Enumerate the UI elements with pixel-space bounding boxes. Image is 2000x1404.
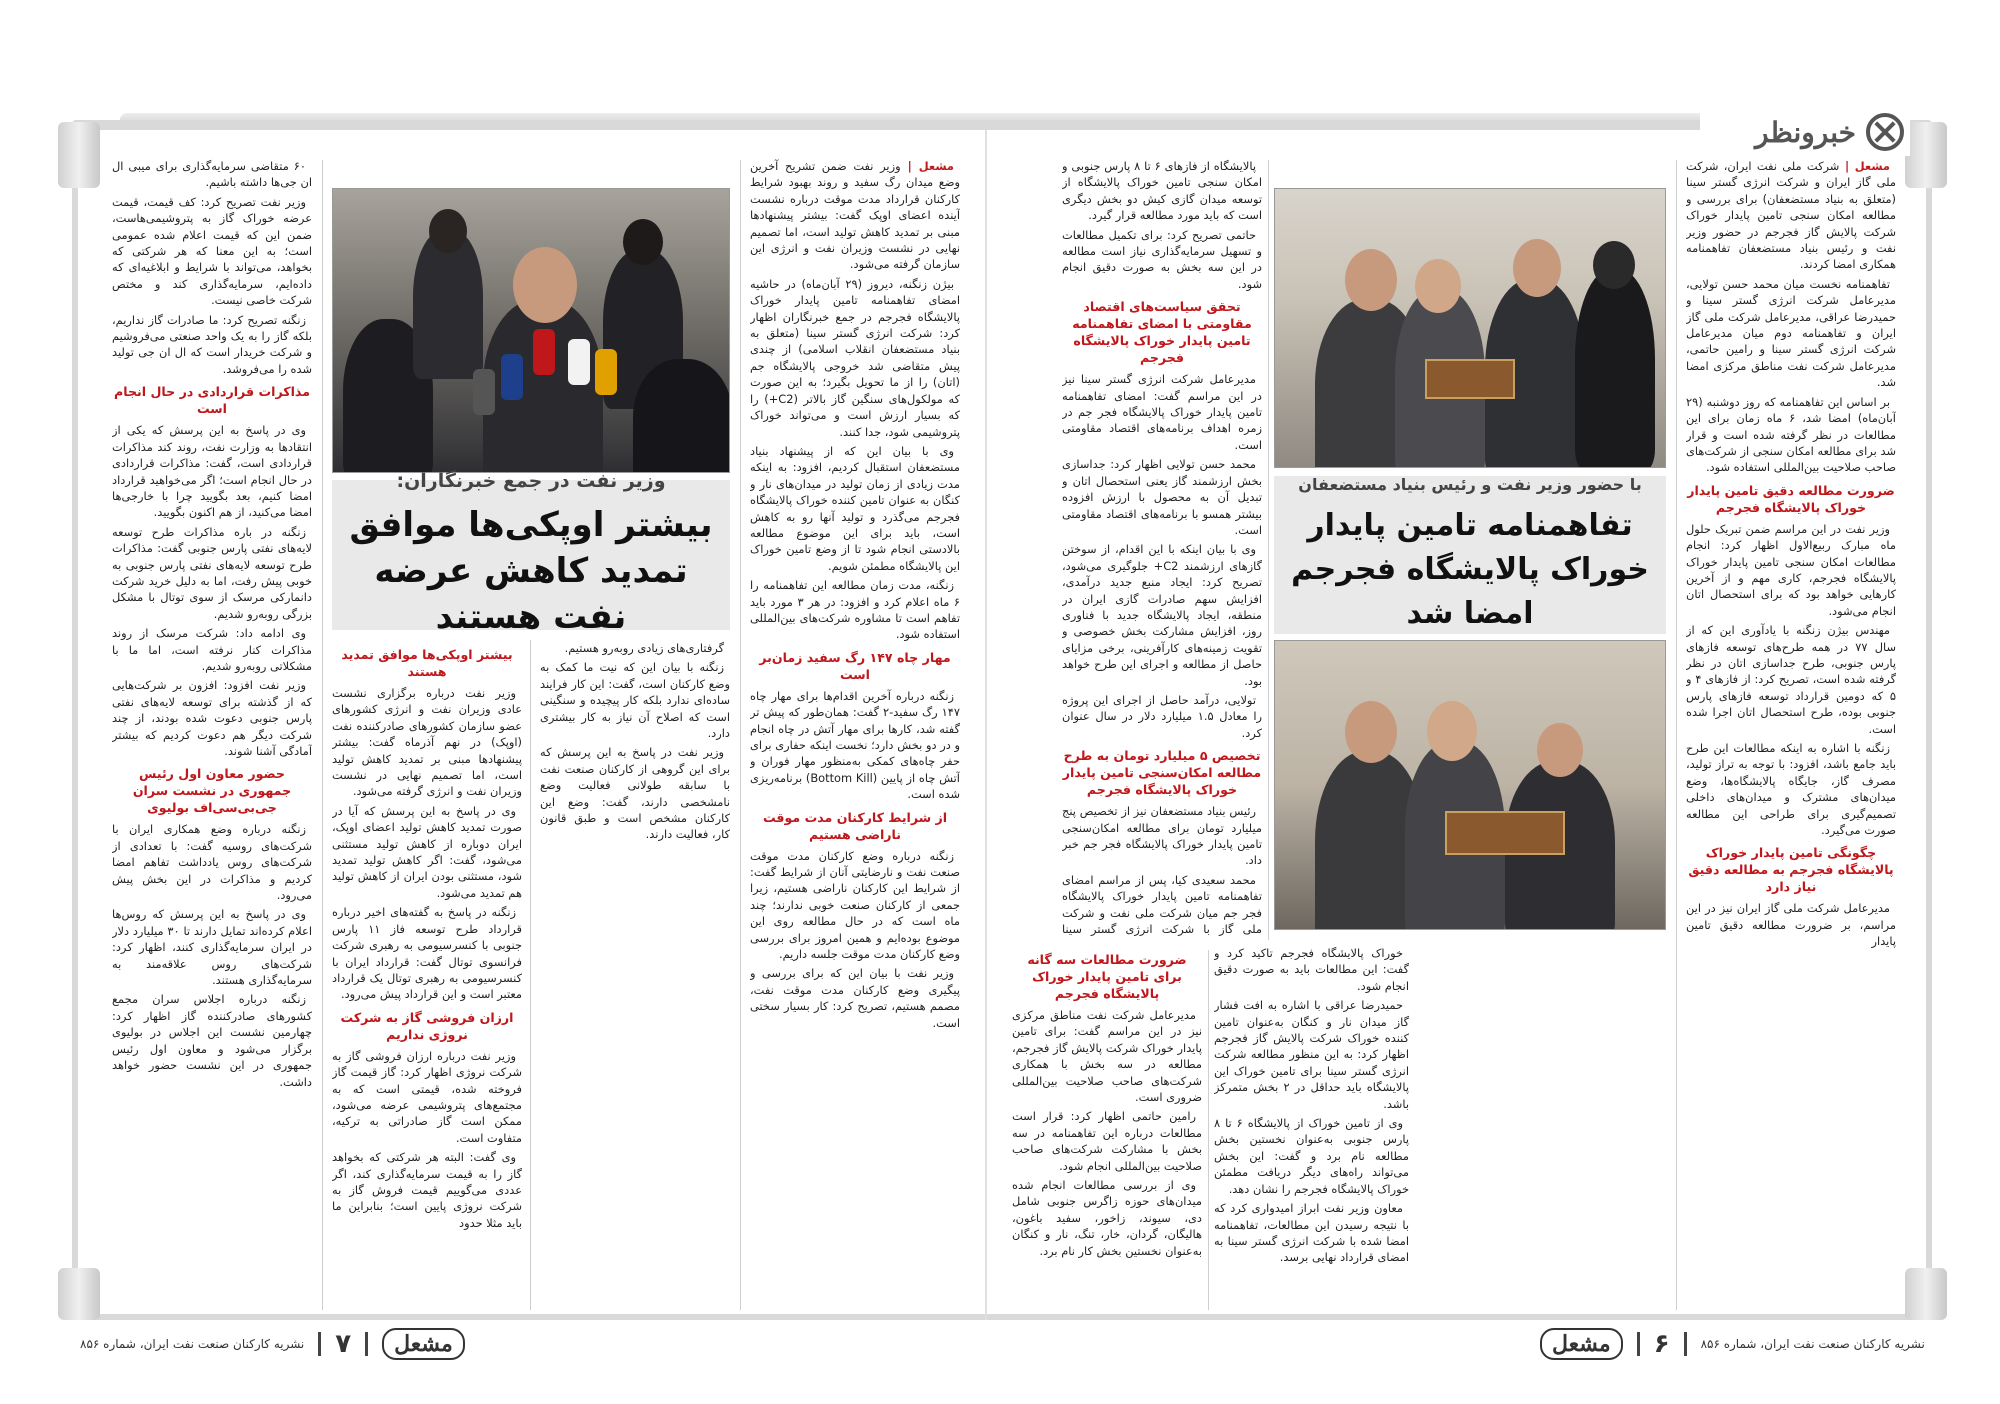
paragraph: وزیر نفت درباره ارزان فروشی گاز به شرکت نروژی اظهار کرد: گاز قیمت گاز فروخته شده، قیمتی است که به مجتمع‌های پتروشیمی عرضه می‌شود، ممکن است گاز صادراتی به ترکیه، متفاوت است. xyxy=(332,1048,522,1145)
paragraph: مدیرعامل شرکت ملی گاز ایران نیز در این مراسم، بر ضرورت مطالعه دقیق تامین پایدار xyxy=(1686,901,1896,949)
paragraph: وی از بررسی مطالعات انجام شده میدان‌های حوزه زاگرس جنوبی شامل دی، سیوند، زاخور، سفید باغون، هالیگان، گردان، خار، تنگ، نار و کنگان به‌عنوان نخستین بخش کار نام برد. xyxy=(1012,1178,1202,1258)
pipe-joint-icon xyxy=(1905,122,1947,188)
subhead: چگونگی تامین پایدار خوراک پالایشگاه فجرجم به مطالعه دقیق نیاز دارد xyxy=(1688,845,1894,895)
column-separator xyxy=(1208,950,1209,1310)
subhead: مهار چاه ۱۴۷ رگ سفید زمان‌بر است xyxy=(759,649,951,682)
paragraph: زنگنه در پاسخ به گفته‌های اخیر درباره قرارداد طرح توسعه فاز ۱۱ پارس جنوبی با کنسرسیومی به رهبری شرکت فرانسوی توتال گفت: قرارداد ایران با کنسرسیومی به رهبری توتال یک قرارداد معتبر است و این قرارداد پیش می‌رود. xyxy=(332,905,522,1002)
column-separator xyxy=(1676,160,1677,1310)
paragraph: زنگنه در باره مذاکرات طرح توسعه لایه‌های نفتی پارس جنوبی گفت: مذاکرات طرح توسعه لایه‌های نفتی پارس جنوبی به خوبی پیش رفت، اما به دلیل خرید شرکت دانمارکی مرسک از سوی توتال با مشکل بزرگی روبه‌رو شدیم. xyxy=(112,524,312,621)
paragraph: وی در پاسخ به این پرسش که یکی از انتقادها به وزارت نفت، روند کند مذاکرات قراردادی است، گفت: مذاکرات قراردادی در حال انجام است؛ اگر می‌خواهید قرارداد امضا کنیم، بعد بگویید چرا با خارجی‌ها امضا می‌کنید، از هم اکنون بگویید. xyxy=(112,423,312,520)
paragraph: وی گفت: البته هر شرکتی که بخواهد گاز را به قیمت سرمایه‌گذاری کند، اگر عددی می‌گوییم قیمت فروش گاز به شرکت نروژی پایین است؛ بنابراین ما باید مثلا حدود xyxy=(332,1150,522,1230)
paragraph: زنگنه درباره وضع همکاری ایران با شرکت‌های روسیه گفت: با تعدادی از شرکت‌های روس یادداشت تفاهم امضا کردیم و مذاکرات در این بخش پیش می‌رود. xyxy=(112,822,312,903)
column-separator xyxy=(530,640,531,1310)
left-story-column-1 xyxy=(750,158,960,1318)
right-story-column-1 xyxy=(1686,158,1896,1318)
paragraph: تولایی، درآمد حاصل از اجرای این پروژه را معادل ۱.۵ میلیارد دلار در سال عنوان کرد. xyxy=(1062,692,1262,740)
paragraph: تفاهمنامه نخست میان محمد حسن تولایی، مدیرعامل شرکت انرژی گستر سینا و حمیدرضا عراقی، مدیرعامل شرکت ملی گاز ایران و تفاهمنامه دوم میان مدیرعامل شرکت انرژی گستر سینا و رامین حاتمی، مدیرعامل شرکت نفت مناطق مرکزی امضا شد. xyxy=(1686,276,1896,390)
pipe-joint-icon xyxy=(58,122,100,188)
paragraph: مدیرعامل شرکت انرژی گستر سینا نیز در این مراسم گفت: امضای تفاهمنامه تامین پایدار خوراک پالایشگاه فجر جم در زمره اهداف برنامه‌های اقتصاد مقاومتی است. xyxy=(1062,372,1262,452)
footer-bar xyxy=(1684,1332,1687,1356)
paragraph: رئیس بنیاد مستضعفان نیز از تخصیص پنج میلیارد تومان برای مطالعه امکان‌سنجی تامین پایدار خوراک پالایشگاه فجر جم خبر داد. xyxy=(1062,804,1262,868)
paragraph: وی با بیان این که از پیشنهاد بنیاد مستضعفان استقبال کردیم، افزود: به اینکه مدت زیادی از زمان تولید در میدان‌های نار و کنگان به عنوان تامین کننده خوراک پالایشگاه فجرجم می‌گذرد و تولید آنها رو به کاهش است، باید برای این موضوع مطالعه بالادستی انجام شود تا از وضع تامین خوراک این پالایشگاه مطمئن شویم. xyxy=(750,443,960,573)
paragraph: زنگنه درباره اجلاس سران مجمع کشورهای صادرکننده گاز اظهار کرد: چهارمین نشست این اجلاس در بولیوی برگزار می‌شود و معاون اول رئیس جمهوری در این نشست حضور خواهد داشت. xyxy=(112,992,312,1089)
paragraph: گرفتاری‌های زیادی روبه‌رو هستیم. xyxy=(564,641,724,655)
signing-ceremony-photo-2 xyxy=(1274,640,1666,930)
left-page-footer xyxy=(80,1326,465,1362)
subhead: بیشتر اوپکی‌ها موافق تمدید هستند xyxy=(341,647,513,679)
source-kicker: مشعل | xyxy=(900,159,954,173)
paragraph: بر اساس این تفاهمنامه که روز دوشنبه (۲۹ آبان‌ماه) امضا شد، ۶ ماه زمان برای این مطالعات در نظر گرفته شده است و قرار شد برای مطالعه امکان سنجی از شرکت‌های صاحب صلاحیت بین‌المللی استفاده شود. xyxy=(1686,394,1896,475)
paragraph: بیژن زنگنه، دیروز (۲۹ آبان‌ماه) در حاشیه امضای تفاهمنامه تامین پایدار خوراک پالایشگاه فجرجم در جمع خبرنگاران اظهار کرد: شرکت انرژی گستر سینا (متعلق به بنیاد مستضعفان انقلاب اسلامی) از چندی پیش متقاضی شد خروجی پالایشگاه جم (اتان) را از ما تحویل بگیرد؛ به این صورت که مولکول‌های سنگین گاز بالاتر (C2+) را که بسیار ارزش است و می‌تواند خوراک پتروشیمی شود، جدا کنند. xyxy=(750,276,960,439)
subhead: حضور معاون اول رئیس جمهوری در نشست سران جی‌بی‌سی‌اف بولیوی xyxy=(132,766,292,816)
footer-bar xyxy=(365,1332,368,1356)
source-kicker: مشعل | xyxy=(1839,159,1890,173)
paragraph: زنگنه با بیان این که نیت ما کمک به وضع کارکنان است، گفت: این کار فرایند ساده‌ای ندارد بلکه کار پیچیده و سنگینی است که اصلاح آن نیاز به کار بیشتری دارد. xyxy=(540,660,730,741)
paragraph: مشعل | شرکت ملی نفت ایران، شرکت ملی گاز ایران و شرکت انرژی گستر سینا (متعلق به بنیاد مستضعفان) برای بررسی و مطالعه امکان سنجی تامین پایدار خوراک شرکت پالایش گاز فجرجم در حضور وزیر نفت و رئیس بنیاد مستضعفان تفاهمنامه همکاری امضا کردند. xyxy=(1686,159,1896,272)
right-headline-box xyxy=(1274,476,1666,634)
paragraph: وی در پاسخ به این پرسش که روس‌ها اعلام کرده‌اند تمایل دارند تا ۳۰ میلیارد دلار در ایران سرمایه‌گذاری کنند، اظهار کرد: شرکت‌های روس علاقه‌مند به سرمایه‌گذاری هستند. xyxy=(112,907,312,988)
paragraph: مدیرعامل شرکت نفت مناطق مرکزی نیز در این مراسم گفت: برای تامین پایدار خوراک شرکت پالایش گاز فجرجم، مطالعه در سه بخش با همکاری شرکت‌های صاحب صلاحیت بین‌المللی ضروری است. xyxy=(1012,1008,1202,1105)
brand-logo: مشعل xyxy=(382,1328,465,1360)
paragraph: محمد حسن تولایی اظهار کرد: جداسازی بخش ارزشمند گاز یعنی استحصال اتان و تبدیل آن به محصول با ارزش افزوده بیشتر همسو با برنامه‌های اقتصاد مقاومتی است. xyxy=(1062,457,1262,537)
brand-logo: مشعل xyxy=(1540,1328,1623,1360)
paragraph: زنگنه درباره آخرین اقدام‌ها برای مهار چاه ۱۴۷ رگ سفید-۲ گفت: همان‌طور که پیش تر گفته شد، کارها برای مهار آتش در چاه انجام و در دو بخش دارد؛ نخست اینکه حفاری برای حفر چاه‌های کمکی به‌منظور مهار فوران و آتش چاه از پایین (Bottom Kill) برنامه‌ریزی شده است. xyxy=(750,688,960,802)
headline: تفاهمنامه تامین پایدار خوراک پالایشگاه فجرجم امضا شد xyxy=(1291,507,1649,631)
page-number: ۷ xyxy=(335,1329,352,1359)
subhead: ارزان فروشی گاز به شرکت نروژی نداریم xyxy=(340,1009,514,1042)
headline: بیشتر اوپکی‌ها موافق تمدید کاهش عرضه نفت هستند xyxy=(349,505,713,637)
subhead: مذاکرات قراردادی در حال انجام است xyxy=(113,384,310,417)
section-label: خبرونظر xyxy=(1755,115,1856,149)
paragraph: پالایشگاه از فازهای ۶ تا ۸ پارس جنوبی و امکان سنجی تامین خوراک پالایشگاه از توسعه میدان گازی کیش دو بخش دیگری است که باید مورد مطالعه قرار گیرد. xyxy=(1062,159,1262,223)
paragraph: وزیر نفت در پاسخ به این پرسش که برای این گروهی از کارکنان صنعت نفت با سابقه طولانی فعالیت وضع نامشخصی دارند، گفت: وضع این کارکنان مشخص است و طبق قانون کار، فعالیت دارند. xyxy=(540,745,730,842)
footer-bar xyxy=(318,1332,321,1356)
paragraph: وی ادامه داد: شرکت مرسک از روند مذاکرات کنار نرفته است، اما ما با مشکلاتی روبه‌رو شدیم. xyxy=(112,626,312,673)
page-number: ۶ xyxy=(1653,1329,1670,1359)
column-separator xyxy=(322,160,323,1310)
paragraph: محمد سعیدی کیا، پس از مراسم امضای تفاهمنامه تامین پایدار خوراک پالایشگاه فجر جم میان شرکت ملی نفت و شرکت ملی گاز با شرکت انرژی گستر سینا xyxy=(1062,872,1262,937)
paragraph: مشعل | وزیر نفت ضمن تشریح آخرین وضع میدان رگ سفید و روند بهبود شرایط کارکنان قرارداد مدت موقت درباره نشست آینده اعضای اوپک گفت: بیشتر پیشنهادها مبنی بر تمدید کاهش تولید است، اما تصمیم نهایی در نشست وزیران نفت و انرژی این سازمان گرفته می‌شود. xyxy=(750,159,960,272)
right-story-column-3 xyxy=(1012,945,1202,1315)
subhead: از شرایط کارکنان مدت موقت ناراضی هستیم xyxy=(762,809,948,842)
press-conference-photo xyxy=(332,188,730,473)
left-story-column-3 xyxy=(112,158,312,1318)
paragraph: وی در پاسخ به این پرسش که آیا در صورت تمدید کاهش تولید اعضای اوپک، ایران دوباره از کاهش تولید مستثنی می‌شود، گفت: اگر کاهش تولید تمدید شود، مستثنی بودن ایران از کاهش تولید هم تمدید می‌شود. xyxy=(332,803,522,900)
paragraph: وزیر نفت در این مراسم ضمن تبریک حلول ماه مبارک ربیع‌الاول اظهار کرد: انجام مطالعات امکان سنجی تامین پایدار خوراک پالایشگاه فجرجم، کاری مهم و از آخرین کارهایی خواهد بود که برای استحصال اتان انجام می‌شود. xyxy=(1686,521,1896,618)
right-story-column-2-main xyxy=(1062,158,1262,938)
left-headline-box xyxy=(332,470,730,637)
paragraph: وزیر نفت افزود: افزون بر شرکت‌هایی که از گذشته برای توسعه لایه‌های نفتی پارس جنوبی دعوت شده بودند، از چند شرکت دیگر هم دعوت کردیم که بیشتر آمادگی آشنا شوند. xyxy=(112,678,312,758)
paragraph: معاون وزیر نفت ابراز امیدواری کرد که با نتیجه رسیدن این مطالعات، تفاهمنامه امضا شده با شرکت انرژی گستر سینا به امضای قرارداد نهایی برسد. xyxy=(1214,1201,1409,1265)
paragraph: وزیر نفت با بیان این که برای بررسی و پیگیری وضع کارکنان مدت موقت نفت، مصمم هستیم، تصریح کرد: کار بسیار سختی است. xyxy=(750,966,960,1030)
paragraph: وی از تامین خوراک از پالایشگاه ۶ تا ۸ پارس جنوبی به‌عنوان نخستین بخش مطالعه نام برد و گفت: این بخش می‌تواند راه‌های دیگر دریافت مطمئن خوراک پالایشگاه فجرجم را نشان دهد. xyxy=(1214,1116,1409,1196)
paragraph: وزیر نفت تصریح کرد: کف قیمت، قیمت عرضه خوراک گاز به پتروشیمی‌هاست، ضمن این که قیمت اعلام شده عمومی است؛ به این معنا که هر شرکتی که بخواهد، می‌تواند با شرایط و ابلاغیه‌ای که داده‌ایم، سرمایه‌گذاری کند و مختص شرکت خاصی نیست. xyxy=(112,194,312,308)
footer-bar xyxy=(1637,1332,1640,1356)
subhead: تخصیص ۵ میلیارد تومان به طرح مطالعه امکان‌سنجی تامین پایدار خوراک پالایشگاه فجرجم xyxy=(1062,748,1262,798)
subhead: تحقق سیاست‌های اقتصاد مقاومتی با امضای تفاهمنامه تامین پایدار خوراک پالایشگاه فجرجم xyxy=(1072,299,1252,366)
subhead: ضرورت مطالعات سه گانه برای تامین پایدار خوراک پالایشگاه فجرجم xyxy=(1027,952,1187,1001)
paragraph: حاتمی تصریح کرد: برای تکمیل مطالعات و تسهیل سرمایه‌گذاری نیاز است مطالعه در این سه بخش به صورت دقیق انجام شود. xyxy=(1062,227,1262,291)
issue-label: نشریه کارکنان صنعت نفت ایران، شماره ۸۵۶ xyxy=(1700,1337,1925,1351)
headline-kicker: با حضور وزیر نفت و رئیس بنیاد مستضعفان xyxy=(1298,474,1642,494)
paragraph: ۶۰ متقاضی سرمایه‌گذاری برای میبی ال ان جی‌ها داشته باشیم. xyxy=(112,159,312,190)
pipe-joint-icon xyxy=(58,1268,100,1320)
column-separator xyxy=(740,160,741,1310)
pipe-joint-icon xyxy=(1905,1268,1947,1320)
signing-ceremony-photo-1 xyxy=(1274,188,1666,468)
paragraph: وزیر نفت درباره برگزاری نشست عادی وزیران نفت و انرژی کشورهای عضو سازمان کشورهای صادرکننده نفت (اوپک) در نهم آذرماه گفت: بیشتر پیشنهادها مبنی بر تمدید کاهش تولید است، اما تصمیم نهایی در نشست وزیران نفت و انرژی گرفته می‌شود. xyxy=(332,686,522,799)
paragraph: رامین حاتمی اظهار کرد: قرار است مطالعات درباره این تفاهمنامه در سه بخش با مشارکت شرکت‌های صاحب صلاحیت بین‌المللی انجام شود. xyxy=(1012,1109,1202,1173)
paragraph: حمیدرضا عراقی با اشاره به افت فشار گاز میدان نار و کنگان به‌عنوان تامین کننده خوراک شرکت پالایش گاز فجرجم اظهار کرد: به این منظور مطالعه شرکت انرژی گستر سینا برای تامین خوراک این پالایشگاه باید حداقل در ۲ بخش متمرکز باشد. xyxy=(1214,998,1409,1111)
section-logo xyxy=(1700,108,1910,156)
paragraph: وی با بیان اینکه با این اقدام، از سوختن گازهای ارزشمند C2+ جلوگیری می‌شود، تصریح کرد: ایجاد منبع جدید درآمدی، افزایش سهم صادرات گازی ایران در منطقه، ایجاد پالایشگاه جدید با فناوری روز، افزایش مشارکت بخش خصوصی و تقویت زمینه‌های کارآفرینی، برخی مزایای حاصل از مطالعه و اجرای این طرح خواهد بود. xyxy=(1062,542,1262,688)
column-separator xyxy=(1268,160,1269,940)
right-page-footer xyxy=(1540,1326,1925,1362)
right-story-column-4 xyxy=(1214,945,1409,1315)
valve-icon xyxy=(1866,113,1904,151)
headline-kicker: وزیر نفت در جمع خبرنگاران: xyxy=(396,470,666,492)
left-story-column-2b xyxy=(332,640,522,1320)
paragraph: مهندس بیژن زنگنه با یادآوری این که از سال ۷۷ در همه طرح‌های توسعه فازهای پارس جنوبی، طرح جداسازی اتان در نظر گرفته شده است، تصریح کرد: از فازهای ۴ و ۵ که دومین قرارداد توسعه فازهای پارس جنوبی بوده، طرح استحصال اتان اجرا شده است. xyxy=(1686,623,1896,736)
paragraph: زنگنه درباره وضع کارکنان مدت موقت صنعت نفت و نارضایتی آنان از شرایط گفت: از شرایط این کارکنان ناراضی هستیم، زیرا جمعی از کارکنان صنعت خوبی ندارند؛ چند ماه است که در حال مطالعه روی این موضوع بوده‌ایم و همین امروز برای بررسی وضع کارکنان مدت موقت جلسه داریم. xyxy=(750,848,960,962)
paragraph: زنگنه، مدت زمان مطالعه این تفاهمنامه را ۶ ماه اعلام کرد و افزود: در هر ۳ مورد باید تفاهم است تا مشاوره شرکت‌های بین‌المللی استفاده شود. xyxy=(750,578,960,642)
page-gutter xyxy=(985,130,987,1320)
paragraph: زنگنه با اشاره به اینکه مطالعات این طرح باید جامع باشد، افزود: با توجه به تراز تولید، مصرف گاز، جایگاه پالایشگاه‌ها، وضع میدان‌های مشترک و میدان‌های داخلی تصمیم‌گیری برای طراحی این مطالعه صورت می‌گیرد. xyxy=(1686,741,1896,838)
subhead: ضرورت مطالعه دقیق تامین پایدار خوراک پالایشگاه فجرجم xyxy=(1687,482,1895,515)
paragraph: خوراک پالایشگاه فجرجم تاکید کرد و گفت: این مطالعات باید به صورت دقیق انجام شود. xyxy=(1214,946,1409,993)
issue-label: نشریه کارکنان صنعت نفت ایران، شماره ۸۵۶ xyxy=(80,1337,305,1351)
left-story-column-2 xyxy=(540,640,730,1320)
paragraph: زنگنه تصریح کرد: ما صادرات گاز نداریم، بلکه گاز را به یک واحد صنعتی می‌فروشیم و شرکت خریدار است که ال ان جی تولید شده را می‌فروشد. xyxy=(112,312,312,376)
